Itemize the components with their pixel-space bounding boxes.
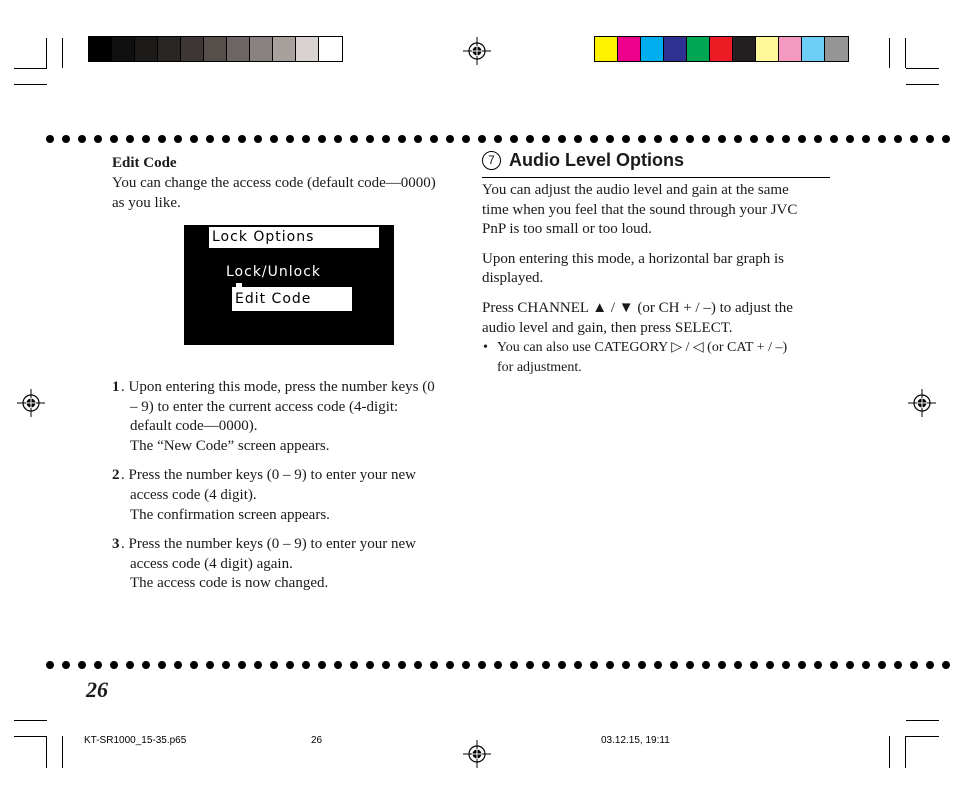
footer-file-name: KT-SR1000_15-35.p65	[84, 735, 187, 746]
dot	[782, 135, 790, 143]
registration-mark-icon	[17, 389, 45, 417]
dotted-rule-bottom	[46, 660, 950, 670]
page-number: 26	[86, 677, 108, 702]
footer-page: 26	[311, 735, 323, 746]
dot	[174, 661, 182, 669]
dot	[158, 135, 166, 143]
step-line: access code (4 digit) again.	[130, 555, 293, 572]
dot	[926, 661, 934, 669]
dot	[670, 661, 678, 669]
dot	[782, 661, 790, 669]
color-swatch	[618, 37, 641, 61]
dot	[718, 661, 726, 669]
dot	[286, 661, 294, 669]
dot	[350, 135, 358, 143]
grayscale-calibration-bar	[88, 36, 343, 62]
dot	[942, 661, 950, 669]
dot	[590, 661, 598, 669]
step-line: – 9) to enter the current access code (4-digit:	[130, 398, 399, 415]
color-swatch	[687, 37, 710, 61]
lock-options-title: Lock Options	[209, 227, 379, 248]
dot	[78, 661, 86, 669]
audio-level-section-title	[482, 150, 830, 178]
dot	[238, 135, 246, 143]
dot	[510, 661, 518, 669]
dot	[574, 661, 582, 669]
para-line: Press CHANNEL ▲ / ▼ (or CH + / –) to adjust the	[482, 299, 793, 316]
dot	[622, 661, 630, 669]
dot	[862, 661, 870, 669]
dot	[718, 135, 726, 143]
dot	[862, 135, 870, 143]
dot	[62, 661, 70, 669]
color-swatch	[756, 37, 779, 61]
dot	[926, 135, 934, 143]
paragraph	[482, 250, 832, 289]
bullet-line: You can also use CATEGORY ▷ / ◁ (or CAT + / –)	[497, 340, 788, 356]
step-line: access code (4 digit).	[130, 486, 257, 503]
gray-swatch	[250, 37, 273, 61]
registration-mark-icon	[908, 389, 936, 417]
step-number: 2	[112, 467, 120, 484]
color-swatch	[779, 37, 802, 61]
color-calibration-bar	[594, 36, 849, 62]
bullet-icon: •	[483, 340, 488, 356]
dot	[222, 661, 230, 669]
dot	[238, 661, 246, 669]
dot	[126, 661, 134, 669]
dot	[398, 661, 406, 669]
dot	[894, 661, 902, 669]
dot	[750, 135, 758, 143]
dot	[766, 135, 774, 143]
dot	[542, 661, 550, 669]
dot	[382, 135, 390, 143]
paragraph	[482, 181, 832, 240]
dot	[942, 135, 950, 143]
dot	[126, 135, 134, 143]
dot	[478, 661, 486, 669]
dot	[734, 135, 742, 143]
gray-swatch	[135, 37, 158, 61]
dot	[542, 135, 550, 143]
dot	[78, 135, 86, 143]
dot	[366, 661, 374, 669]
dot	[606, 661, 614, 669]
dotted-rule-top	[46, 134, 950, 144]
dot	[686, 661, 694, 669]
gray-swatch	[227, 37, 250, 61]
dot	[94, 135, 102, 143]
para-line: You can adjust the audio level and gain at the same	[482, 182, 789, 198]
dot	[686, 135, 694, 143]
gray-swatch	[158, 37, 181, 61]
edit-code-item: Edit Code	[232, 287, 352, 311]
edit-code-steps	[112, 378, 462, 594]
dot	[846, 661, 854, 669]
gray-swatch	[273, 37, 296, 61]
dot	[526, 661, 534, 669]
color-swatch	[710, 37, 733, 61]
dot	[910, 661, 918, 669]
dot	[510, 135, 518, 143]
screen-cursor	[236, 283, 242, 287]
bullet-line: for adjustment.	[497, 359, 582, 375]
dot	[830, 661, 838, 669]
dot	[558, 661, 566, 669]
dot	[462, 135, 470, 143]
dot	[478, 135, 486, 143]
gray-swatch	[204, 37, 227, 61]
color-swatch	[664, 37, 687, 61]
dot	[622, 135, 630, 143]
dot	[206, 661, 214, 669]
dot	[814, 661, 822, 669]
dot	[270, 135, 278, 143]
step-line: The “New Code” screen appears.	[130, 437, 330, 454]
dot	[446, 661, 454, 669]
dot	[430, 135, 438, 143]
dot	[878, 135, 886, 143]
lock-unlock-item: Lock/Unlock	[226, 264, 322, 280]
intro-line: You can change the access code (default code—0000)	[112, 175, 436, 191]
dot	[302, 135, 310, 143]
dot	[494, 661, 502, 669]
step-line: The confirmation screen appears.	[130, 506, 330, 523]
dot	[654, 135, 662, 143]
dot	[110, 661, 118, 669]
dot	[814, 135, 822, 143]
dot	[366, 135, 374, 143]
audio-level-body	[482, 181, 832, 377]
dot	[606, 135, 614, 143]
dot	[318, 661, 326, 669]
edit-code-heading: Edit Code	[112, 155, 177, 171]
para-line: PnP is too small or too loud.	[482, 221, 652, 238]
dot	[190, 135, 198, 143]
dot	[142, 661, 150, 669]
dot	[590, 135, 598, 143]
registration-mark-icon	[463, 740, 491, 768]
section-title-text: Audio Level Options	[509, 150, 685, 170]
step-item	[112, 378, 462, 456]
step-number: 3	[112, 536, 120, 553]
dot	[894, 135, 902, 143]
dot	[574, 135, 582, 143]
dot	[798, 135, 806, 143]
gray-swatch	[319, 37, 342, 61]
paragraph	[482, 299, 832, 338]
dot	[878, 661, 886, 669]
step-line: The access code is now changed.	[130, 575, 329, 592]
para-line: displayed.	[482, 270, 544, 287]
step-item	[112, 466, 462, 525]
dot	[750, 661, 758, 669]
gray-swatch	[89, 37, 112, 61]
color-swatch	[733, 37, 756, 61]
dot	[270, 661, 278, 669]
lock-options-screen	[184, 225, 394, 345]
dot	[334, 661, 342, 669]
dot	[318, 135, 326, 143]
dot	[414, 135, 422, 143]
dot	[222, 135, 230, 143]
step-text: . Press the number keys (0 – 9) to enter your new	[121, 536, 416, 553]
gray-swatch	[296, 37, 319, 61]
para-line: time when you feel that the sound through your JVC	[482, 201, 798, 218]
dot	[174, 135, 182, 143]
dot	[110, 135, 118, 143]
dot	[462, 661, 470, 669]
dot	[638, 135, 646, 143]
dot	[206, 135, 214, 143]
dot	[302, 661, 310, 669]
step-item	[112, 535, 462, 594]
dot	[638, 661, 646, 669]
dot	[910, 135, 918, 143]
color-swatch	[802, 37, 825, 61]
dot	[398, 135, 406, 143]
dot	[734, 661, 742, 669]
dot	[334, 135, 342, 143]
dot	[446, 135, 454, 143]
dot	[350, 661, 358, 669]
dot	[846, 135, 854, 143]
dot	[494, 135, 502, 143]
dot	[798, 661, 806, 669]
dot	[286, 135, 294, 143]
dot	[654, 661, 662, 669]
step-text: . Upon entering this mode, press the number keys (0	[121, 379, 435, 395]
dot	[142, 135, 150, 143]
color-swatch	[595, 37, 618, 61]
dot	[254, 135, 262, 143]
dot	[190, 661, 198, 669]
dot	[830, 135, 838, 143]
dot	[94, 661, 102, 669]
dot	[46, 661, 54, 669]
color-swatch	[641, 37, 664, 61]
dot	[254, 661, 262, 669]
dot	[382, 661, 390, 669]
intro-line: as you like.	[112, 194, 181, 211]
dot	[766, 661, 774, 669]
para-line: audio level and gain, then press SELECT.	[482, 319, 733, 336]
section-number-badge: 7	[482, 151, 501, 170]
dot	[414, 661, 422, 669]
dot	[526, 135, 534, 143]
dot	[62, 135, 70, 143]
dot	[702, 135, 710, 143]
dot	[158, 661, 166, 669]
registration-mark-icon	[463, 37, 491, 65]
dot	[558, 135, 566, 143]
color-swatch	[825, 37, 848, 61]
gray-swatch	[112, 37, 135, 61]
footer-datetime: 03.12.15, 19:11	[601, 735, 670, 746]
dot	[46, 135, 54, 143]
step-number: 1	[112, 379, 120, 395]
gray-swatch	[181, 37, 204, 61]
step-text: . Press the number keys (0 – 9) to enter your new	[121, 467, 416, 484]
step-line: default code—0000).	[130, 418, 258, 435]
bullet-item	[482, 338, 832, 377]
edit-code-intro	[112, 174, 462, 213]
dot	[430, 661, 438, 669]
dot	[670, 135, 678, 143]
para-line: Upon entering this mode, a horizontal bar graph is	[482, 250, 785, 267]
dot	[702, 661, 710, 669]
